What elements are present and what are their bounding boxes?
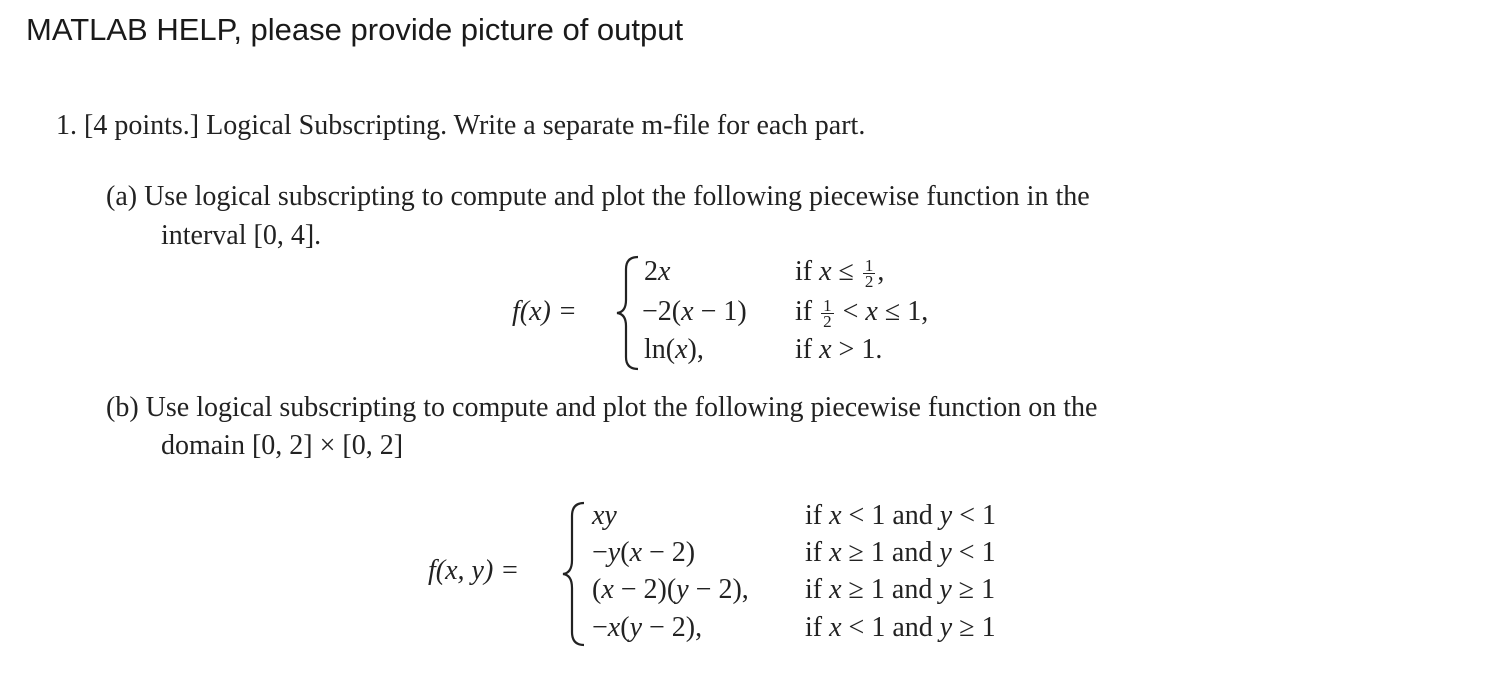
part-a-label: (a)	[106, 181, 138, 212]
part-b-label: (b)	[106, 392, 139, 423]
eq-b-case-1-expr: xy	[592, 500, 617, 531]
problem-number: 1.	[56, 110, 77, 141]
eq-a-case-2-cond: if $\frac{1}{2}$ < x ≤ 1,	[795, 296, 929, 332]
eq-b-case-2-cond: if x ≥ 1 and y < 1	[805, 537, 996, 568]
eq-b-case-3-cond: if x ≥ 1 and y ≥ 1	[805, 574, 996, 605]
eq-a-brace	[614, 254, 644, 372]
part-a-text: Use logical subscripting to compute and plot the following piecewise function in the	[144, 181, 1090, 212]
post-title: MATLAB HELP, please provide picture of output	[26, 12, 684, 47]
eq-a-case-1-expr: 2x	[644, 256, 671, 287]
part-b-text-line2: domain [0, 2] × [0, 2]	[161, 430, 404, 461]
eq-b-case-4-expr: −x(y − 2),	[592, 612, 703, 643]
eq-b-case-3-expr: (x − 2)(y − 2),	[592, 574, 749, 605]
problem-points: [4 points.]	[84, 110, 200, 141]
eq-a-case-2-expr: −2(x − 1)	[642, 296, 747, 327]
eq-b-brace	[560, 500, 590, 648]
eq-a-case-1-cond: if x ≤ $\frac{1}{2}$ ,	[795, 256, 885, 292]
part-a-text-line1	[106, 181, 1090, 213]
eq-a-case-3-expr: ln(x),	[644, 334, 704, 365]
problem-heading-text: Logical Subscripting. Write a separate m-file for each part.	[206, 110, 866, 141]
eq-a-lhs: f(x) =	[512, 296, 577, 327]
eq-b-case-1-cond: if x < 1 and y < 1	[805, 500, 996, 531]
eq-b-case-4-cond: if x < 1 and y ≥ 1	[805, 612, 996, 643]
eq-b-case-2-expr: −y(x − 2)	[592, 537, 696, 568]
part-b-text: Use logical subscripting to compute and plot the following piecewise function on the	[145, 392, 1098, 423]
eq-a-case-3-cond: if x > 1.	[795, 334, 883, 365]
eq-b-lhs: f(x, y) =	[428, 555, 520, 586]
part-a-text-line2: interval [0, 4].	[161, 220, 322, 251]
part-b-text-line1	[106, 392, 1097, 424]
problem-heading	[56, 110, 865, 142]
